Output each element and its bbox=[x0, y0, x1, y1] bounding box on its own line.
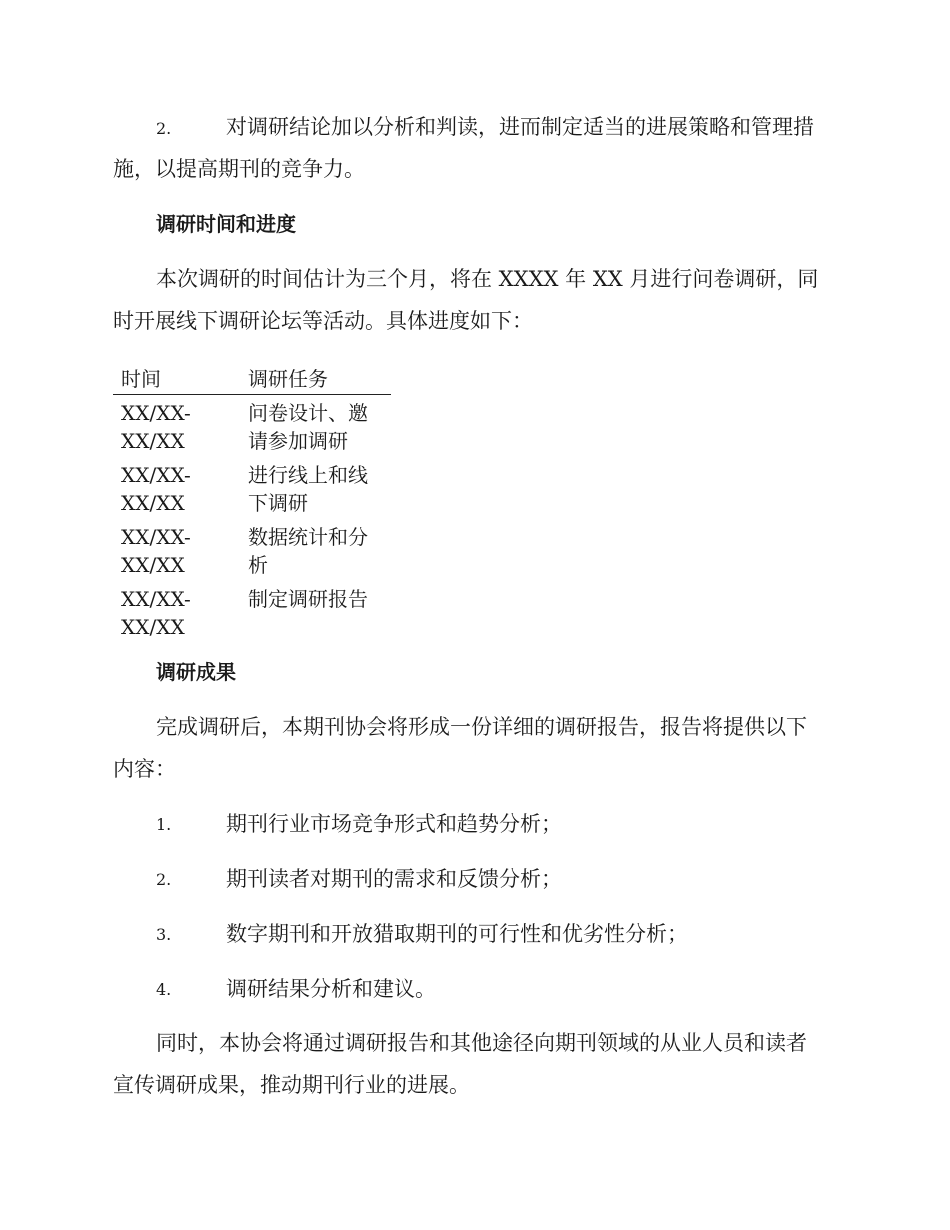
list-item-text: 期刊行业市场竞争形式和趋势分析； bbox=[226, 812, 562, 836]
results-heading: 调研成果 bbox=[156, 660, 236, 684]
closing-line2: 宣传调研成果，推动期刊行业的进展。 bbox=[113, 1073, 470, 1097]
closing-line1: 同时，本协会将通过调研报告和其他途径向期刊领域的从业人员和读者 bbox=[156, 1031, 807, 1055]
list-item-number: 3. bbox=[156, 925, 172, 944]
schedule-table bbox=[113, 364, 391, 643]
table-header bbox=[113, 364, 391, 395]
schedule-para-line2: 时开展线下调研论坛等活动。具体进度如下： bbox=[113, 309, 533, 333]
cell-time: XX/XX- XX/XX bbox=[121, 463, 191, 515]
cell-task: 数据统计和分 析 bbox=[248, 525, 368, 577]
intro-item-text-line2: 施，以提高期刊的竞争力。 bbox=[113, 157, 365, 181]
list-item-number: 2. bbox=[156, 870, 172, 889]
table-row bbox=[113, 395, 391, 457]
results-para-line2: 内容： bbox=[113, 757, 176, 781]
cell-task: 进行线上和线 下调研 bbox=[248, 463, 368, 515]
cell-task: 问卷设计、邀 请参加调研 bbox=[248, 401, 368, 453]
list-item-text: 调研结果分析和建议。 bbox=[226, 977, 436, 1001]
list-item-number: 4. bbox=[156, 980, 172, 999]
schedule-heading: 调研时间和进度 bbox=[156, 212, 296, 236]
cell-task: 制定调研报告 bbox=[248, 587, 368, 611]
table-row bbox=[113, 581, 391, 643]
list-item-text: 期刊读者对期刊的需求和反馈分析； bbox=[226, 867, 562, 891]
cell-time: XX/XX- XX/XX bbox=[121, 587, 191, 639]
intro-item-number: 2. bbox=[156, 119, 172, 138]
cell-time: XX/XX- XX/XX bbox=[121, 401, 191, 453]
header-time: 时间 bbox=[121, 367, 161, 391]
results-para-line1: 完成调研后，本期刊协会将形成一份详细的调研报告，报告将提供以下 bbox=[156, 715, 807, 739]
table-row bbox=[113, 519, 391, 581]
list-item-text: 数字期刊和开放猎取期刊的可行性和优劣性分析； bbox=[226, 922, 688, 946]
cell-time: XX/XX- XX/XX bbox=[121, 525, 191, 577]
table-row bbox=[113, 457, 391, 519]
list-item-number: 1. bbox=[156, 815, 172, 834]
intro-item-text-line1: 对调研结论加以分析和判读，进而制定适当的进展策略和管理措 bbox=[226, 115, 814, 139]
schedule-para-line1: 本次调研的时间估计为三个月，将在 XXXX 年 XX 月进行问卷调研，同 bbox=[156, 267, 819, 291]
header-task: 调研任务 bbox=[248, 367, 328, 391]
